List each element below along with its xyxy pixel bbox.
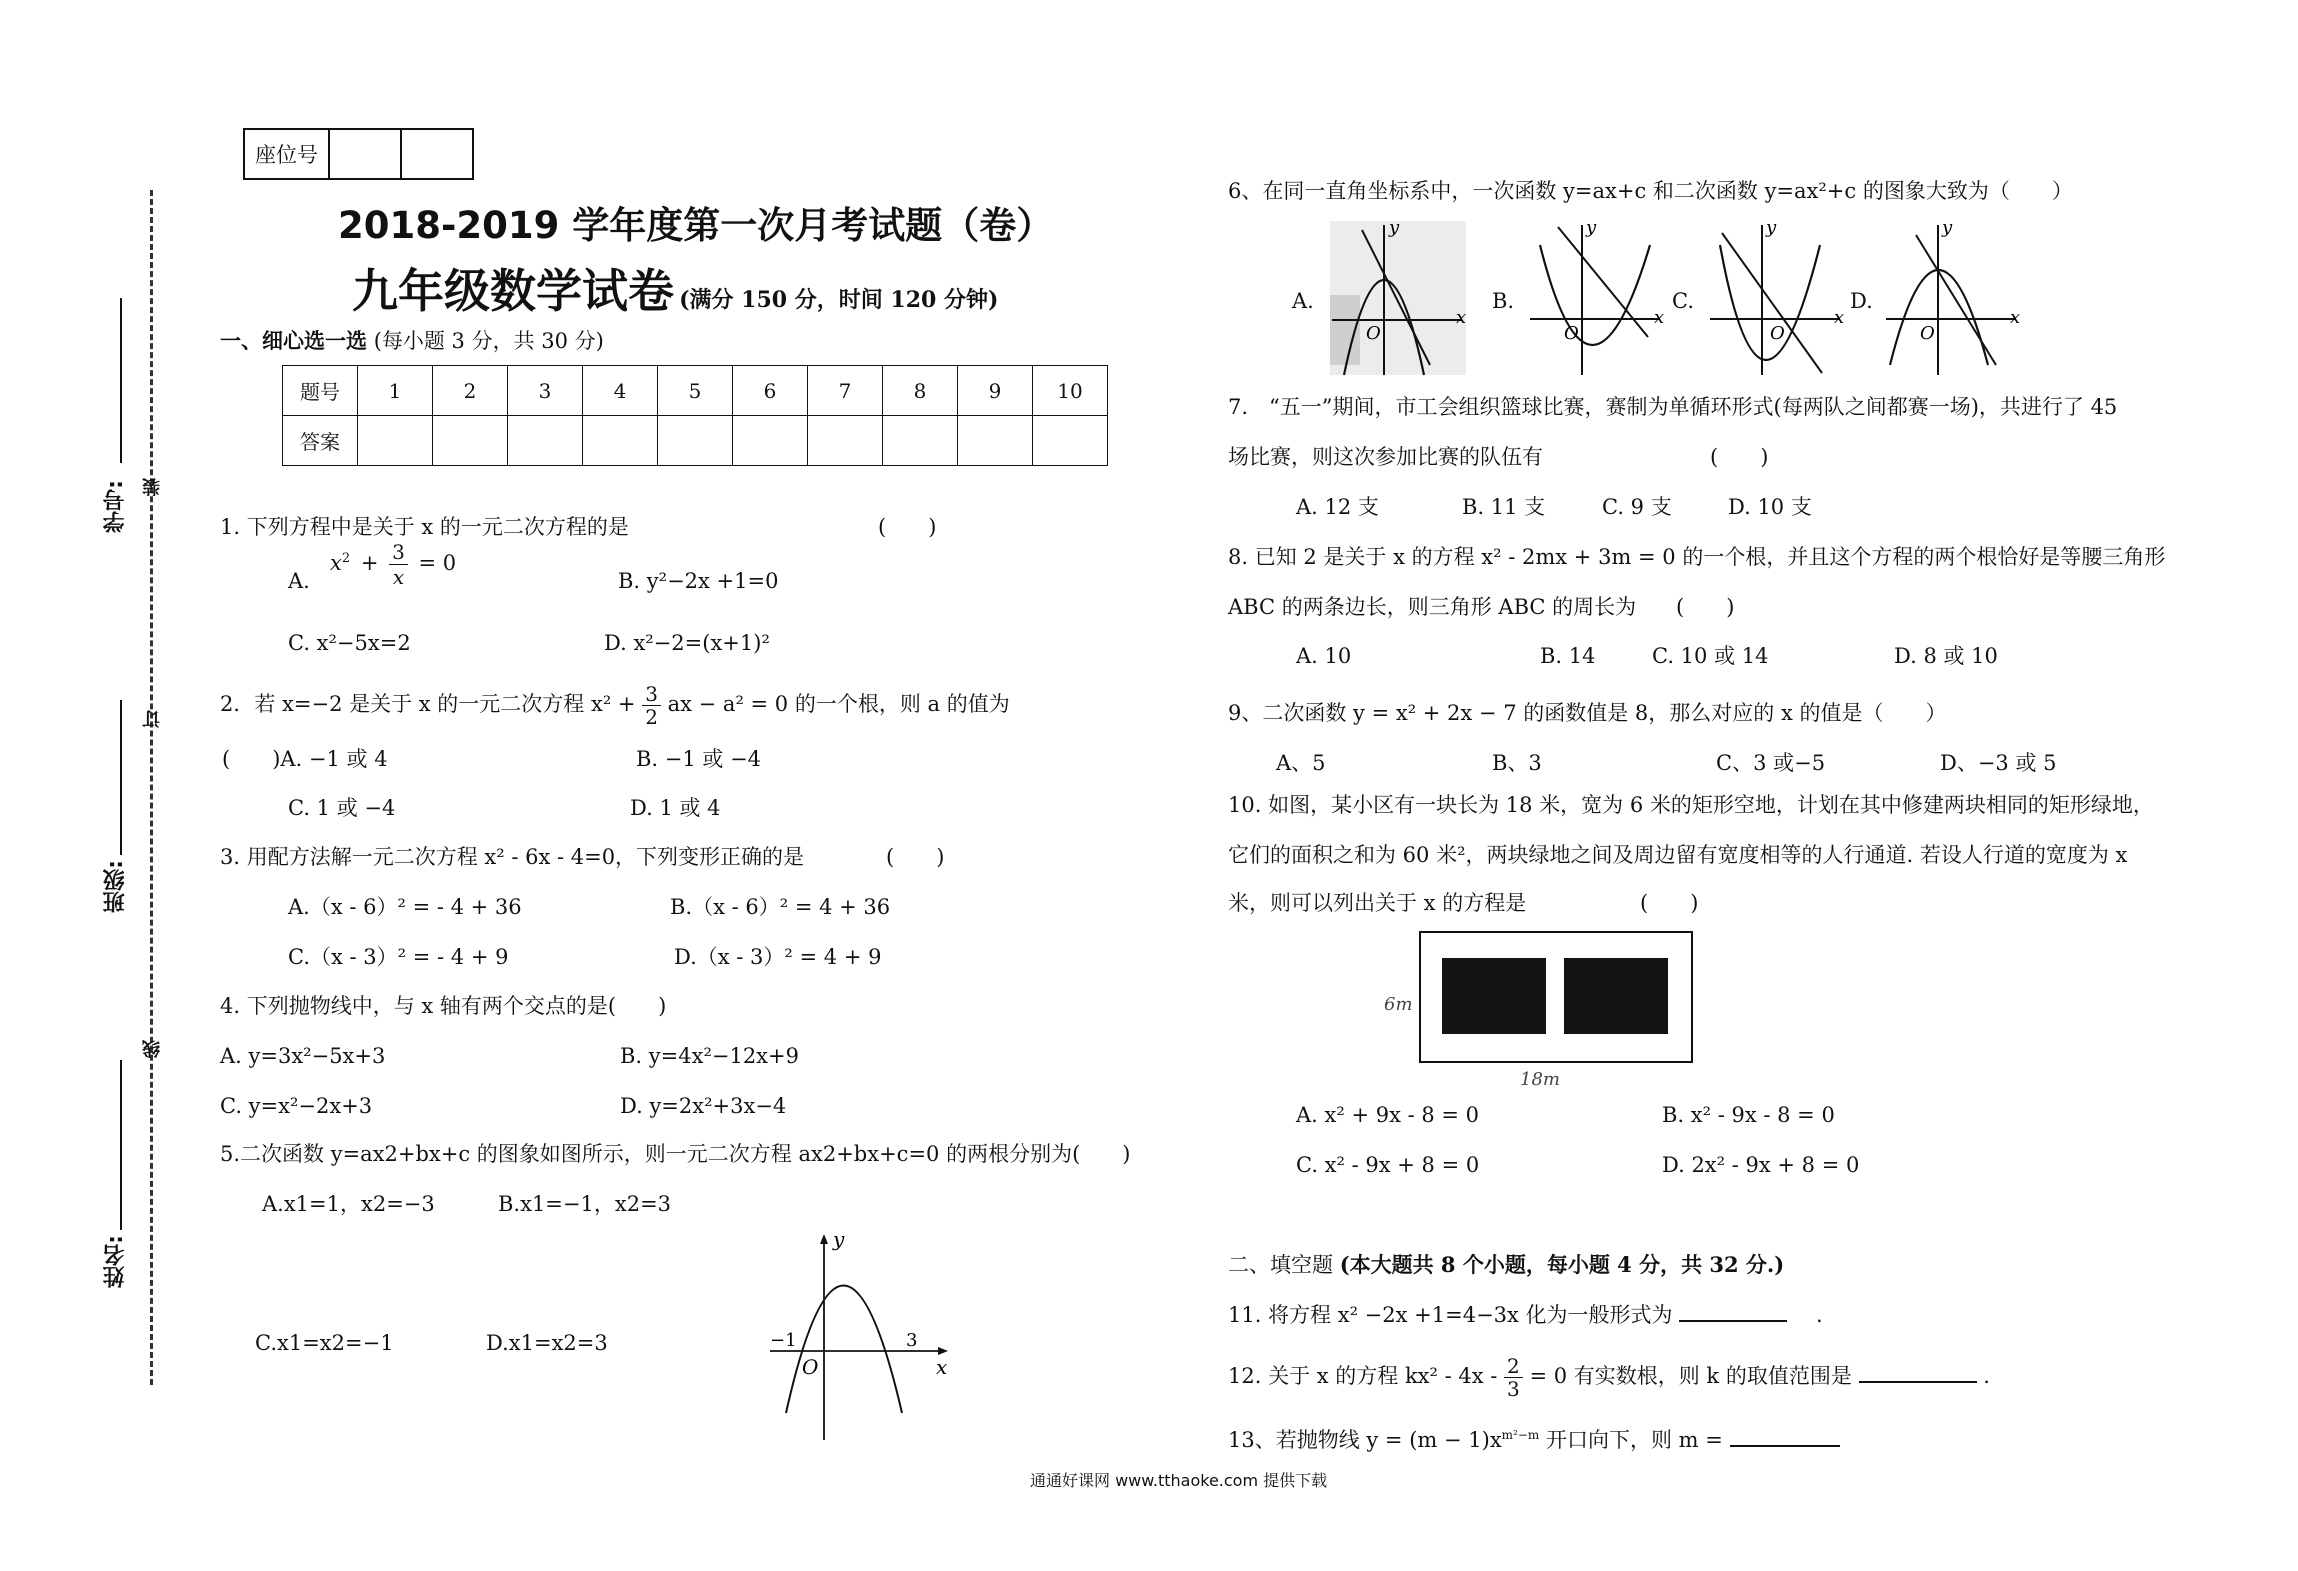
answer-cell[interactable] [508, 416, 583, 466]
q5-x-arrow [938, 1347, 948, 1355]
answer-table-number: 9 [958, 366, 1033, 416]
answer-table-number: 2 [433, 366, 508, 416]
q10-option-b: B. x² - 9x - 8 = 0 [1662, 1103, 1835, 1127]
section2-heading-row [1228, 1250, 1784, 1280]
q6-graph-d [1876, 215, 2026, 380]
q8-option-a: A. 10 [1296, 644, 1352, 668]
q8-option-b: B. 14 [1540, 644, 1596, 668]
q4-option-b: B. y=4x²−12x+9 [620, 1044, 799, 1068]
answer-cell[interactable] [358, 416, 433, 466]
q5-origin-label: O [802, 1355, 819, 1379]
q2-option-b: B. −1 或 −4 [636, 747, 762, 771]
q7-option-c: C. 9 支 [1602, 495, 1672, 519]
q13-exponent: m²−m [1501, 1428, 1540, 1442]
q4-option-a: A. y=3x²−5x+3 [220, 1044, 386, 1068]
q2-frac-num: 3 [642, 683, 661, 706]
answer-cell[interactable] [1033, 416, 1108, 466]
q12-stem-b: = 0 有实数根，则 k 的取值范围是 [1529, 1364, 1852, 1388]
q7-option-b: B. 11 支 [1462, 495, 1546, 519]
q6-stem: 6、在同一直角坐标系中，一次函数 y=ax+c 和二次函数 y=ax²+c 的图象大致为（ ） [1228, 179, 2073, 203]
q7-line1: 7. “五一”期间，市工会组织篮球比赛，赛制为单循环形式(每两队之间都赛一场)，共进行了 45 [1228, 395, 2118, 419]
q6-option-d-label: D. [1850, 289, 1873, 313]
q5-root-minus1-label: −1 [770, 1330, 797, 1351]
q10-option-d: D. 2x² - 9x + 8 = 0 [1662, 1153, 1860, 1177]
q6-graph-c [1700, 215, 1850, 380]
answer-table-number: 7 [808, 366, 883, 416]
binding-dashed-line [150, 190, 153, 1385]
section1-heading: 一、细心选一选 [220, 329, 367, 353]
q13-row [1228, 1420, 1840, 1455]
q9-stem: 9、二次函数 y = x² + 2x − 7 的函数值是 8，那么对应的 x 的值是（ ） [1228, 701, 1947, 725]
q2-stem: 2．若 x=−2 是关于 x 的一元二次方程 x² + [220, 692, 643, 716]
class-label: 班级: [103, 860, 128, 913]
q6-graph-b [1520, 215, 1670, 380]
q12-stem-a: 12. 关于 x 的方程 kx² - 4x - [1228, 1364, 1505, 1388]
q6-graph-b-origin: O [1564, 323, 1579, 344]
binding-mark-zhuang: 装 [142, 478, 163, 496]
q9-option-b: B、3 [1492, 751, 1542, 775]
q12-row [1228, 1355, 1990, 1400]
q13-stem: 13、若抛物线 y = (m − 1)x [1228, 1428, 1502, 1452]
section1-heading-row [220, 326, 604, 356]
q12-answer-blank[interactable] [1859, 1381, 1977, 1383]
q2-option-c: C. 1 或 −4 [288, 796, 396, 820]
footer-text: 通通好课网 www.tthaoke.com 提供下载 [1030, 1471, 1328, 1490]
q5-y-label: y [833, 1228, 845, 1251]
q1-option-d: D. x²−2=(x+1)² [604, 631, 770, 655]
q5-parabola-figure [760, 1228, 960, 1448]
q5-stem: 5.二次函数 y=ax2+bx+c 的图象如图所示，则一元二次方程 ax2+bx+c=0 的两根分别为( ) [220, 1142, 1131, 1166]
class-blank[interactable] [120, 700, 122, 855]
q12-fraction [1504, 1355, 1523, 1400]
q2-stem-tail: ax − a² = 0 的一个根，则 a 的值为 [667, 692, 1010, 716]
q9-option-d: D、−3 或 5 [1940, 751, 2057, 775]
exam-subtitle-row [352, 255, 998, 321]
q2-option-a: ( )A. −1 或 4 [222, 747, 388, 771]
q4-option-d: D. y=2x²+3x−4 [620, 1094, 787, 1118]
q6-option-a-label: A. [1292, 289, 1314, 313]
q6-graph-c-line [1722, 233, 1822, 373]
q11-stem: 11. 将方程 x² −2x +1=4−3x 化为一般形式为 [1228, 1303, 1673, 1327]
q9-option-c: C、3 或−5 [1716, 751, 1826, 775]
answer-cell[interactable] [808, 416, 883, 466]
q3-option-c: C.（x - 3）² = - 4 + 9 [288, 945, 509, 969]
q6-graph-b-x-label: x [1654, 307, 1665, 328]
answer-table [282, 365, 1108, 466]
answer-table-number: 5 [658, 366, 733, 416]
q7-option-a: A. 12 支 [1296, 495, 1379, 519]
q6-graph-d-y-label: y [1942, 217, 1953, 238]
q8-paren: ( ) [1676, 595, 1735, 619]
section2-note: (本大题共 8 个小题，每小题 4 分，共 32 分.) [1339, 1252, 1785, 1277]
q10-option-a: A. x² + 9x - 8 = 0 [1296, 1103, 1480, 1127]
q1-stem: 1. 下列方程中是关于 x 的一元二次方程的是 [220, 515, 629, 539]
q6-graph-c-y-label: y [1766, 217, 1777, 238]
answer-table-answer-label: 答案 [283, 416, 358, 466]
answer-table-header-label: 题号 [283, 366, 358, 416]
student-id-label: 学号: [103, 480, 128, 533]
q5-option-d: D.x1=x2=3 [486, 1331, 608, 1355]
q3-option-b: B.（x - 6）² = 4 + 36 [670, 895, 891, 919]
q11-tail: . [1815, 1303, 1823, 1327]
q10-line3: 米，则可以列出关于 x 的方程是 [1228, 891, 1527, 915]
exam-subtitle-note: (满分 150 分，时间 120 分钟) [679, 287, 999, 313]
q6-graph-c-x-label: x [1834, 307, 1845, 328]
q7-line2: 场比赛，则这次参加比赛的队伍有 [1228, 445, 1543, 469]
exam-subtitle: 九年级数学试卷 [352, 264, 674, 318]
q6-option-c-label: C. [1672, 289, 1694, 313]
q9-option-a: A、5 [1276, 751, 1326, 775]
q10-green-plot-right [1564, 958, 1668, 1034]
q7-option-d: D. 10 支 [1728, 495, 1812, 519]
q10-paren: ( ) [1640, 891, 1699, 915]
q1-option-b: B. y²−2x +1=0 [618, 569, 779, 593]
q1-option-a-label: A. [288, 569, 310, 593]
q13-stem-b: 开口向下，则 m = [1545, 1428, 1723, 1452]
q5-parabola-curve [786, 1286, 902, 1414]
answer-table-number: 8 [883, 366, 958, 416]
q10-length-label: 18m [1520, 1069, 1560, 1090]
q8-option-c: C. 10 或 14 [1652, 644, 1769, 668]
student-id-blank[interactable] [120, 298, 122, 463]
q12-frac-den: 3 [1507, 1377, 1520, 1401]
q6-graph-b-parabola [1540, 245, 1650, 345]
answer-table-row-numbers [283, 366, 1108, 416]
binding-mark-xian: 线 [142, 1040, 163, 1058]
answer-cell[interactable] [433, 416, 508, 466]
q1-option-a [288, 566, 310, 596]
exam-title: 2018-2019 学年度第一次月考试题（卷） [338, 204, 1054, 247]
q2-stem-row [220, 683, 1010, 728]
q3-paren: ( ) [886, 845, 945, 869]
q5-x-label: x [936, 1355, 948, 1379]
answer-table-number: 1 [358, 366, 433, 416]
q11-row [1228, 1300, 1823, 1330]
binding-mark-ding: 订 [142, 710, 163, 728]
q2-frac-den: 2 [645, 705, 658, 729]
q11-answer-blank[interactable] [1679, 1320, 1787, 1322]
q5-y-arrow [820, 1234, 828, 1244]
q4-stem: 4. 下列抛物线中，与 x 轴有两个交点的是( ) [220, 994, 667, 1018]
q6-graph-d-line [1916, 235, 1996, 365]
q13-answer-blank[interactable] [1730, 1445, 1840, 1447]
q6-graph-d-origin: O [1920, 323, 1935, 344]
answer-table-number: 10 [1033, 366, 1108, 416]
answer-table-row-answers [283, 416, 1108, 466]
answer-table-number: 4 [583, 366, 658, 416]
q6-graph-a [1322, 215, 1472, 380]
answer-table-number: 3 [508, 366, 583, 416]
q7-paren: ( ) [1710, 445, 1769, 469]
section1-note: (每小题 3 分，共 30 分) [373, 329, 604, 353]
seat-label: 座位号 [244, 129, 329, 179]
q6-graph-a-origin: O [1366, 323, 1381, 344]
q3-option-d: D.（x - 3）² = 4 + 9 [674, 945, 882, 969]
q5-option-b: B.x1=−1，x2=3 [498, 1192, 672, 1216]
q10-line1: 10. 如图，某小区有一块长为 18 米，宽为 6 米的矩形空地，计划在其中修建两块相同的矩形绿地， [1228, 793, 2154, 817]
q10-line2: 它们的面积之和为 60 米²，两块绿地之间及周边留有宽度相等的人行通道. 若设人行道的宽度为 x [1228, 843, 2128, 867]
seat-number-box [243, 128, 474, 180]
q3-stem: 3. 用配方法解一元二次方程 x² - 6x - 4=0，下列变形正确的是 [220, 845, 805, 869]
q2-fraction [642, 683, 661, 728]
answer-cell[interactable] [733, 416, 808, 466]
q10-field-figure [1380, 930, 1700, 1090]
section2-heading: 二、填空题 [1228, 1253, 1333, 1277]
q6-graph-c-origin: O [1770, 323, 1785, 344]
q6-graph-b-line [1558, 227, 1648, 337]
q6-option-b-label: B. [1492, 289, 1515, 313]
q1-option-c: C. x²−5x=2 [288, 631, 411, 655]
q2-option-d: D. 1 或 4 [630, 796, 721, 820]
q3-option-a: A.（x - 6）² = - 4 + 36 [288, 895, 522, 919]
q8-line2: ABC 的两条边长，则三角形 ABC 的周长为 [1228, 595, 1637, 619]
q12-tail: . [1983, 1364, 1990, 1388]
q1-option-a-expr: $x^2$ + $\frac{3}{x}$ = 0 [330, 540, 457, 589]
answer-cell[interactable] [658, 416, 733, 466]
answer-table-number: 6 [733, 366, 808, 416]
q8-option-d: D. 8 或 10 [1894, 644, 1998, 668]
q10-option-c: C. x² - 9x + 8 = 0 [1296, 1153, 1480, 1177]
q10-width-label: 6m [1384, 994, 1413, 1015]
name-label: 姓名: [103, 1235, 128, 1288]
answer-cell[interactable] [883, 416, 958, 466]
q5-root-3-label: 3 [906, 1330, 918, 1351]
q6-graph-a-y-label: y [1389, 217, 1400, 238]
seat-cell-2[interactable] [401, 129, 473, 179]
q1-paren: ( ) [878, 515, 937, 539]
q5-option-c: C.x1=x2=−1 [255, 1331, 394, 1355]
name-blank[interactable] [120, 1060, 122, 1230]
q8-line1: 8. 已知 2 是关于 x 的方程 x² - 2mx + 3m = 0 的一个根，并且这个方程的两个根恰好是等腰三角形 [1228, 545, 2166, 569]
q6-graph-d-x-label: x [2010, 307, 2021, 328]
answer-cell[interactable] [583, 416, 658, 466]
q4-option-c: C. y=x²−2x+3 [220, 1094, 373, 1118]
q10-green-plot-left [1442, 958, 1546, 1034]
answer-cell[interactable] [958, 416, 1033, 466]
q5-option-a: A.x1=1，x2=−3 [262, 1192, 435, 1216]
seat-cell-1[interactable] [329, 129, 401, 179]
q6-graph-a-x-label: x [1456, 307, 1467, 328]
q6-graph-b-y-label: y [1586, 217, 1597, 238]
q12-frac-num: 2 [1504, 1355, 1523, 1378]
